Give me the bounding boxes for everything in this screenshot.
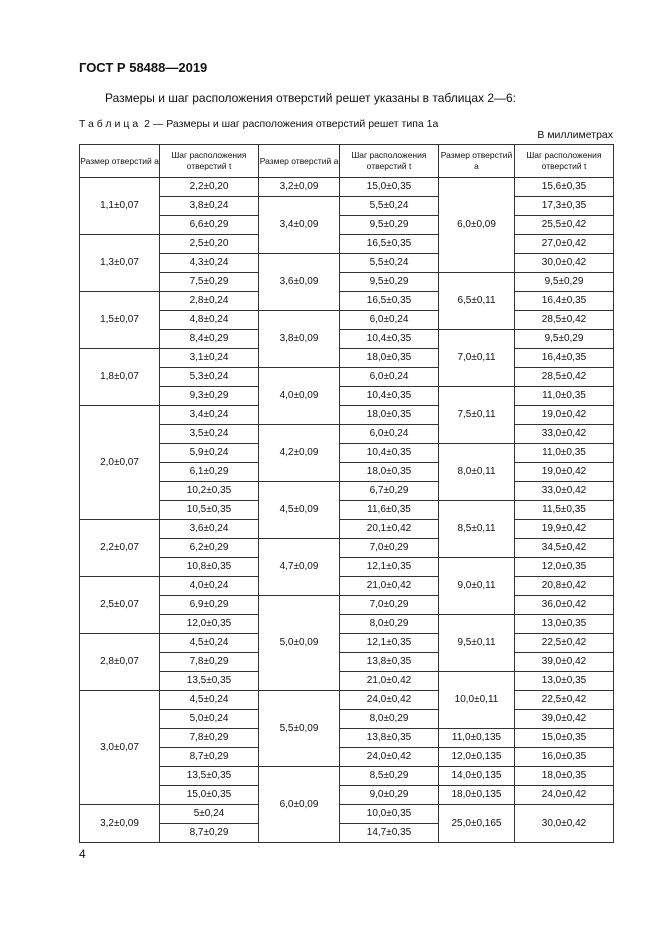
pitch-cell: 36,0±0,42 xyxy=(515,596,614,615)
units-note: В миллиметрах xyxy=(537,129,613,141)
size-cell: 6,5±0,11 xyxy=(439,273,515,330)
pitch-cell: 39,0±0,42 xyxy=(515,653,614,672)
table-row xyxy=(80,653,614,672)
pitch-cell: 6,6±0,29 xyxy=(160,216,259,235)
pitch-cell: 8,5±0,29 xyxy=(340,767,439,786)
pitch-cell: 6,1±0,29 xyxy=(160,463,259,482)
table-row xyxy=(80,710,614,729)
pitch-cell: 22,5±0,42 xyxy=(515,691,614,710)
pitch-cell: 30,0±0,42 xyxy=(515,254,614,273)
pitch-cell: 8,0±0,29 xyxy=(340,615,439,634)
size-cell: 8,5±0,11 xyxy=(439,501,515,558)
size-cell: 11,0±0,135 xyxy=(439,729,515,748)
sieve-table xyxy=(79,144,614,843)
intro-text: Размеры и шаг расположения отверстий решет указаны в таблицах 2—6: xyxy=(105,91,517,105)
pitch-cell: 24,0±0,42 xyxy=(340,748,439,767)
pitch-cell: 6,2±0,29 xyxy=(160,539,259,558)
pitch-cell: 10,4±0,35 xyxy=(340,444,439,463)
size-cell: 3,6±0,09 xyxy=(259,254,340,311)
table-row xyxy=(80,216,614,235)
pitch-cell: 7,8±0,29 xyxy=(160,653,259,672)
size-cell: 14,0±0,135 xyxy=(439,767,515,786)
table-row xyxy=(80,539,614,558)
size-cell: 1,3±0,07 xyxy=(80,235,160,292)
size-cell: 1,5±0,07 xyxy=(80,292,160,349)
pitch-cell: 18,0±0,35 xyxy=(340,406,439,425)
pitch-cell: 4,3±0,24 xyxy=(160,254,259,273)
table-row xyxy=(80,672,614,691)
pitch-cell: 16,5±0,35 xyxy=(340,235,439,254)
table-row xyxy=(80,501,614,520)
pitch-cell: 9,5±0,29 xyxy=(515,273,614,292)
table-row xyxy=(80,349,614,368)
size-cell: 4,0±0,09 xyxy=(259,368,340,425)
table-row xyxy=(80,444,614,463)
standard-header: ГОСТ Р 58488—2019 xyxy=(79,60,208,75)
table-row xyxy=(80,197,614,216)
size-cell: 9,5±0,11 xyxy=(439,615,515,672)
pitch-cell: 28,5±0,42 xyxy=(515,368,614,387)
size-cell: 3,8±0,09 xyxy=(259,311,340,368)
col-header: Шаг расположения отверстий t xyxy=(515,145,614,178)
table-row xyxy=(80,634,614,653)
size-cell: 12,0±0,135 xyxy=(439,748,515,767)
table-row xyxy=(80,311,614,330)
pitch-cell: 9,0±0,29 xyxy=(340,786,439,805)
pitch-cell: 19,9±0,42 xyxy=(515,520,614,539)
table-row xyxy=(80,615,614,634)
pitch-cell: 11,0±0,35 xyxy=(515,387,614,406)
size-cell: 3,2±0,09 xyxy=(80,805,160,843)
pitch-cell: 12,1±0,35 xyxy=(340,558,439,577)
pitch-cell: 16,5±0,35 xyxy=(340,292,439,311)
size-cell: 18,0±0,135 xyxy=(439,786,515,805)
table-row xyxy=(80,748,614,767)
pitch-cell: 12,0±0,35 xyxy=(515,558,614,577)
table-row xyxy=(80,691,614,710)
table-row xyxy=(80,805,614,824)
pitch-cell: 2,2±0,20 xyxy=(160,178,259,197)
pitch-cell: 11,6±0,35 xyxy=(340,501,439,520)
size-cell: 6,0±0,09 xyxy=(439,178,515,273)
pitch-cell: 24,0±0,42 xyxy=(515,786,614,805)
table-row xyxy=(80,520,614,539)
pitch-cell: 4,0±0,24 xyxy=(160,577,259,596)
size-cell: 3,4±0,09 xyxy=(259,197,340,254)
table-row xyxy=(80,292,614,311)
pitch-cell: 11,5±0,35 xyxy=(515,501,614,520)
size-cell: 25,0±0,165 xyxy=(439,805,515,843)
table-row xyxy=(80,786,614,805)
pitch-cell: 9,5±0,29 xyxy=(340,273,439,292)
pitch-cell: 12,1±0,35 xyxy=(340,634,439,653)
pitch-cell: 13,0±0,35 xyxy=(515,615,614,634)
pitch-cell: 11,0±0,35 xyxy=(515,444,614,463)
col-header: Размер отверстий а xyxy=(259,145,340,178)
pitch-cell: 15,0±0,35 xyxy=(340,178,439,197)
pitch-cell: 25,5±0,42 xyxy=(515,216,614,235)
pitch-cell: 33,0±0,42 xyxy=(515,482,614,501)
size-cell: 5,0±0,09 xyxy=(259,596,340,691)
table-row xyxy=(80,387,614,406)
col-header: Шаг расположения отверстий t xyxy=(340,145,439,178)
pitch-cell: 7,0±0,29 xyxy=(340,539,439,558)
table-caption-text: 2 — Размеры и шаг расположения отверстий решет типа 1а xyxy=(144,118,439,130)
table-row xyxy=(80,406,614,425)
pitch-cell: 19,0±0,42 xyxy=(515,463,614,482)
size-cell: 10,0±0,11 xyxy=(439,672,515,729)
size-cell: 2,2±0,07 xyxy=(80,520,160,577)
col-header: Шаг расположения отверстий t xyxy=(160,145,259,178)
pitch-cell: 15,0±0,35 xyxy=(515,729,614,748)
pitch-cell: 34,5±0,42 xyxy=(515,539,614,558)
table-row xyxy=(80,368,614,387)
size-cell: 4,2±0,09 xyxy=(259,425,340,482)
size-cell: 6,0±0,09 xyxy=(259,767,340,843)
size-cell: 4,7±0,09 xyxy=(259,539,340,596)
pitch-cell: 17,3±0,35 xyxy=(515,197,614,216)
pitch-cell: 6,0±0,24 xyxy=(340,425,439,444)
pitch-cell: 8,7±0,29 xyxy=(160,824,259,843)
table-row xyxy=(80,273,614,292)
pitch-cell: 19,0±0,42 xyxy=(515,406,614,425)
pitch-cell: 20,1±0,42 xyxy=(340,520,439,539)
table-row xyxy=(80,482,614,501)
pitch-cell: 27,0±0,42 xyxy=(515,235,614,254)
pitch-cell: 21,0±0,42 xyxy=(340,577,439,596)
pitch-cell: 8,7±0,29 xyxy=(160,748,259,767)
pitch-cell: 18,0±0,35 xyxy=(340,463,439,482)
size-cell: 8,0±0,11 xyxy=(439,444,515,501)
pitch-cell: 5,5±0,24 xyxy=(340,197,439,216)
pitch-cell: 13,5±0,35 xyxy=(160,767,259,786)
table-row xyxy=(80,729,614,748)
table-row xyxy=(80,330,614,349)
pitch-cell: 7,5±0,29 xyxy=(160,273,259,292)
pitch-cell: 5,9±0,24 xyxy=(160,444,259,463)
pitch-cell: 18,0±0,35 xyxy=(515,767,614,786)
size-cell: 3,0±0,07 xyxy=(80,691,160,805)
pitch-cell: 20,8±0,42 xyxy=(515,577,614,596)
pitch-cell: 18,0±0,35 xyxy=(340,349,439,368)
size-cell: 2,5±0,07 xyxy=(80,577,160,634)
pitch-cell: 13,5±0,35 xyxy=(160,672,259,691)
pitch-cell: 12,0±0,35 xyxy=(160,615,259,634)
pitch-cell: 5,3±0,24 xyxy=(160,368,259,387)
col-header: Размер отверстий а xyxy=(439,145,515,178)
pitch-cell: 30,0±0,42 xyxy=(515,805,614,843)
pitch-cell: 6,7±0,29 xyxy=(340,482,439,501)
table-row xyxy=(80,577,614,596)
size-cell: 5,5±0,09 xyxy=(259,691,340,767)
pitch-cell: 16,4±0,35 xyxy=(515,349,614,368)
size-cell: 7,5±0,11 xyxy=(439,387,515,444)
size-cell: 2,0±0,07 xyxy=(80,406,160,520)
pitch-cell: 10,0±0,35 xyxy=(340,805,439,824)
table-row xyxy=(80,767,614,786)
pitch-cell: 9,5±0,29 xyxy=(515,330,614,349)
pitch-cell: 3,6±0,24 xyxy=(160,520,259,539)
col-header: Размер отверстий а xyxy=(80,145,160,178)
pitch-cell: 4,5±0,24 xyxy=(160,634,259,653)
table-header-row xyxy=(80,145,614,178)
size-cell: 1,8±0,07 xyxy=(80,349,160,406)
pitch-cell: 13,0±0,35 xyxy=(515,672,614,691)
pitch-cell: 3,4±0,24 xyxy=(160,406,259,425)
pitch-cell: 6,9±0,29 xyxy=(160,596,259,615)
pitch-cell: 9,5±0,29 xyxy=(340,216,439,235)
pitch-cell: 8,0±0,29 xyxy=(340,710,439,729)
table-row xyxy=(80,235,614,254)
size-cell: 4,5±0,09 xyxy=(259,482,340,539)
pitch-cell: 3,1±0,24 xyxy=(160,349,259,368)
pitch-cell: 3,5±0,24 xyxy=(160,425,259,444)
size-cell: 3,2±0,09 xyxy=(259,178,340,197)
pitch-cell: 7,0±0,29 xyxy=(340,596,439,615)
pitch-cell: 28,5±0,42 xyxy=(515,311,614,330)
pitch-cell: 13,8±0,35 xyxy=(340,653,439,672)
pitch-cell: 4,8±0,24 xyxy=(160,311,259,330)
pitch-cell: 4,5±0,24 xyxy=(160,691,259,710)
size-cell: 9,0±0,11 xyxy=(439,558,515,615)
table-caption-prefix: Таблица xyxy=(79,118,142,130)
pitch-cell: 13,8±0,35 xyxy=(340,729,439,748)
pitch-cell: 16,4±0,35 xyxy=(515,292,614,311)
size-cell: 7,0±0,11 xyxy=(439,330,515,387)
pitch-cell: 5±0,24 xyxy=(160,805,259,824)
pitch-cell: 15,6±0,35 xyxy=(515,178,614,197)
pitch-cell: 10,8±0,35 xyxy=(160,558,259,577)
pitch-cell: 6,0±0,24 xyxy=(340,368,439,387)
pitch-cell: 10,4±0,35 xyxy=(340,330,439,349)
table-row xyxy=(80,425,614,444)
size-cell: 2,8±0,07 xyxy=(80,634,160,691)
pitch-cell: 8,4±0,29 xyxy=(160,330,259,349)
pitch-cell: 16,0±0,35 xyxy=(515,748,614,767)
pitch-cell: 10,2±0,35 xyxy=(160,482,259,501)
page-number: 4 xyxy=(79,847,86,861)
pitch-cell: 2,5±0,20 xyxy=(160,235,259,254)
table-row xyxy=(80,463,614,482)
table-caption xyxy=(79,118,438,130)
table-row xyxy=(80,178,614,197)
table-row xyxy=(80,254,614,273)
pitch-cell: 3,8±0,24 xyxy=(160,197,259,216)
pitch-cell: 5,5±0,24 xyxy=(340,254,439,273)
pitch-cell: 2,8±0,24 xyxy=(160,292,259,311)
pitch-cell: 39,0±0,42 xyxy=(515,710,614,729)
pitch-cell: 22,5±0,42 xyxy=(515,634,614,653)
pitch-cell: 9,3±0,29 xyxy=(160,387,259,406)
size-cell: 1,1±0,07 xyxy=(80,178,160,235)
pitch-cell: 6,0±0,24 xyxy=(340,311,439,330)
pitch-cell: 10,4±0,35 xyxy=(340,387,439,406)
table-row xyxy=(80,558,614,577)
pitch-cell: 21,0±0,42 xyxy=(340,672,439,691)
pitch-cell: 5,0±0,24 xyxy=(160,710,259,729)
pitch-cell: 15,0±0,35 xyxy=(160,786,259,805)
table-row xyxy=(80,596,614,615)
pitch-cell: 10,5±0,35 xyxy=(160,501,259,520)
pitch-cell: 24,0±0,42 xyxy=(340,691,439,710)
pitch-cell: 7,8±0,29 xyxy=(160,729,259,748)
pitch-cell: 33,0±0,42 xyxy=(515,425,614,444)
pitch-cell: 14,7±0,35 xyxy=(340,824,439,843)
